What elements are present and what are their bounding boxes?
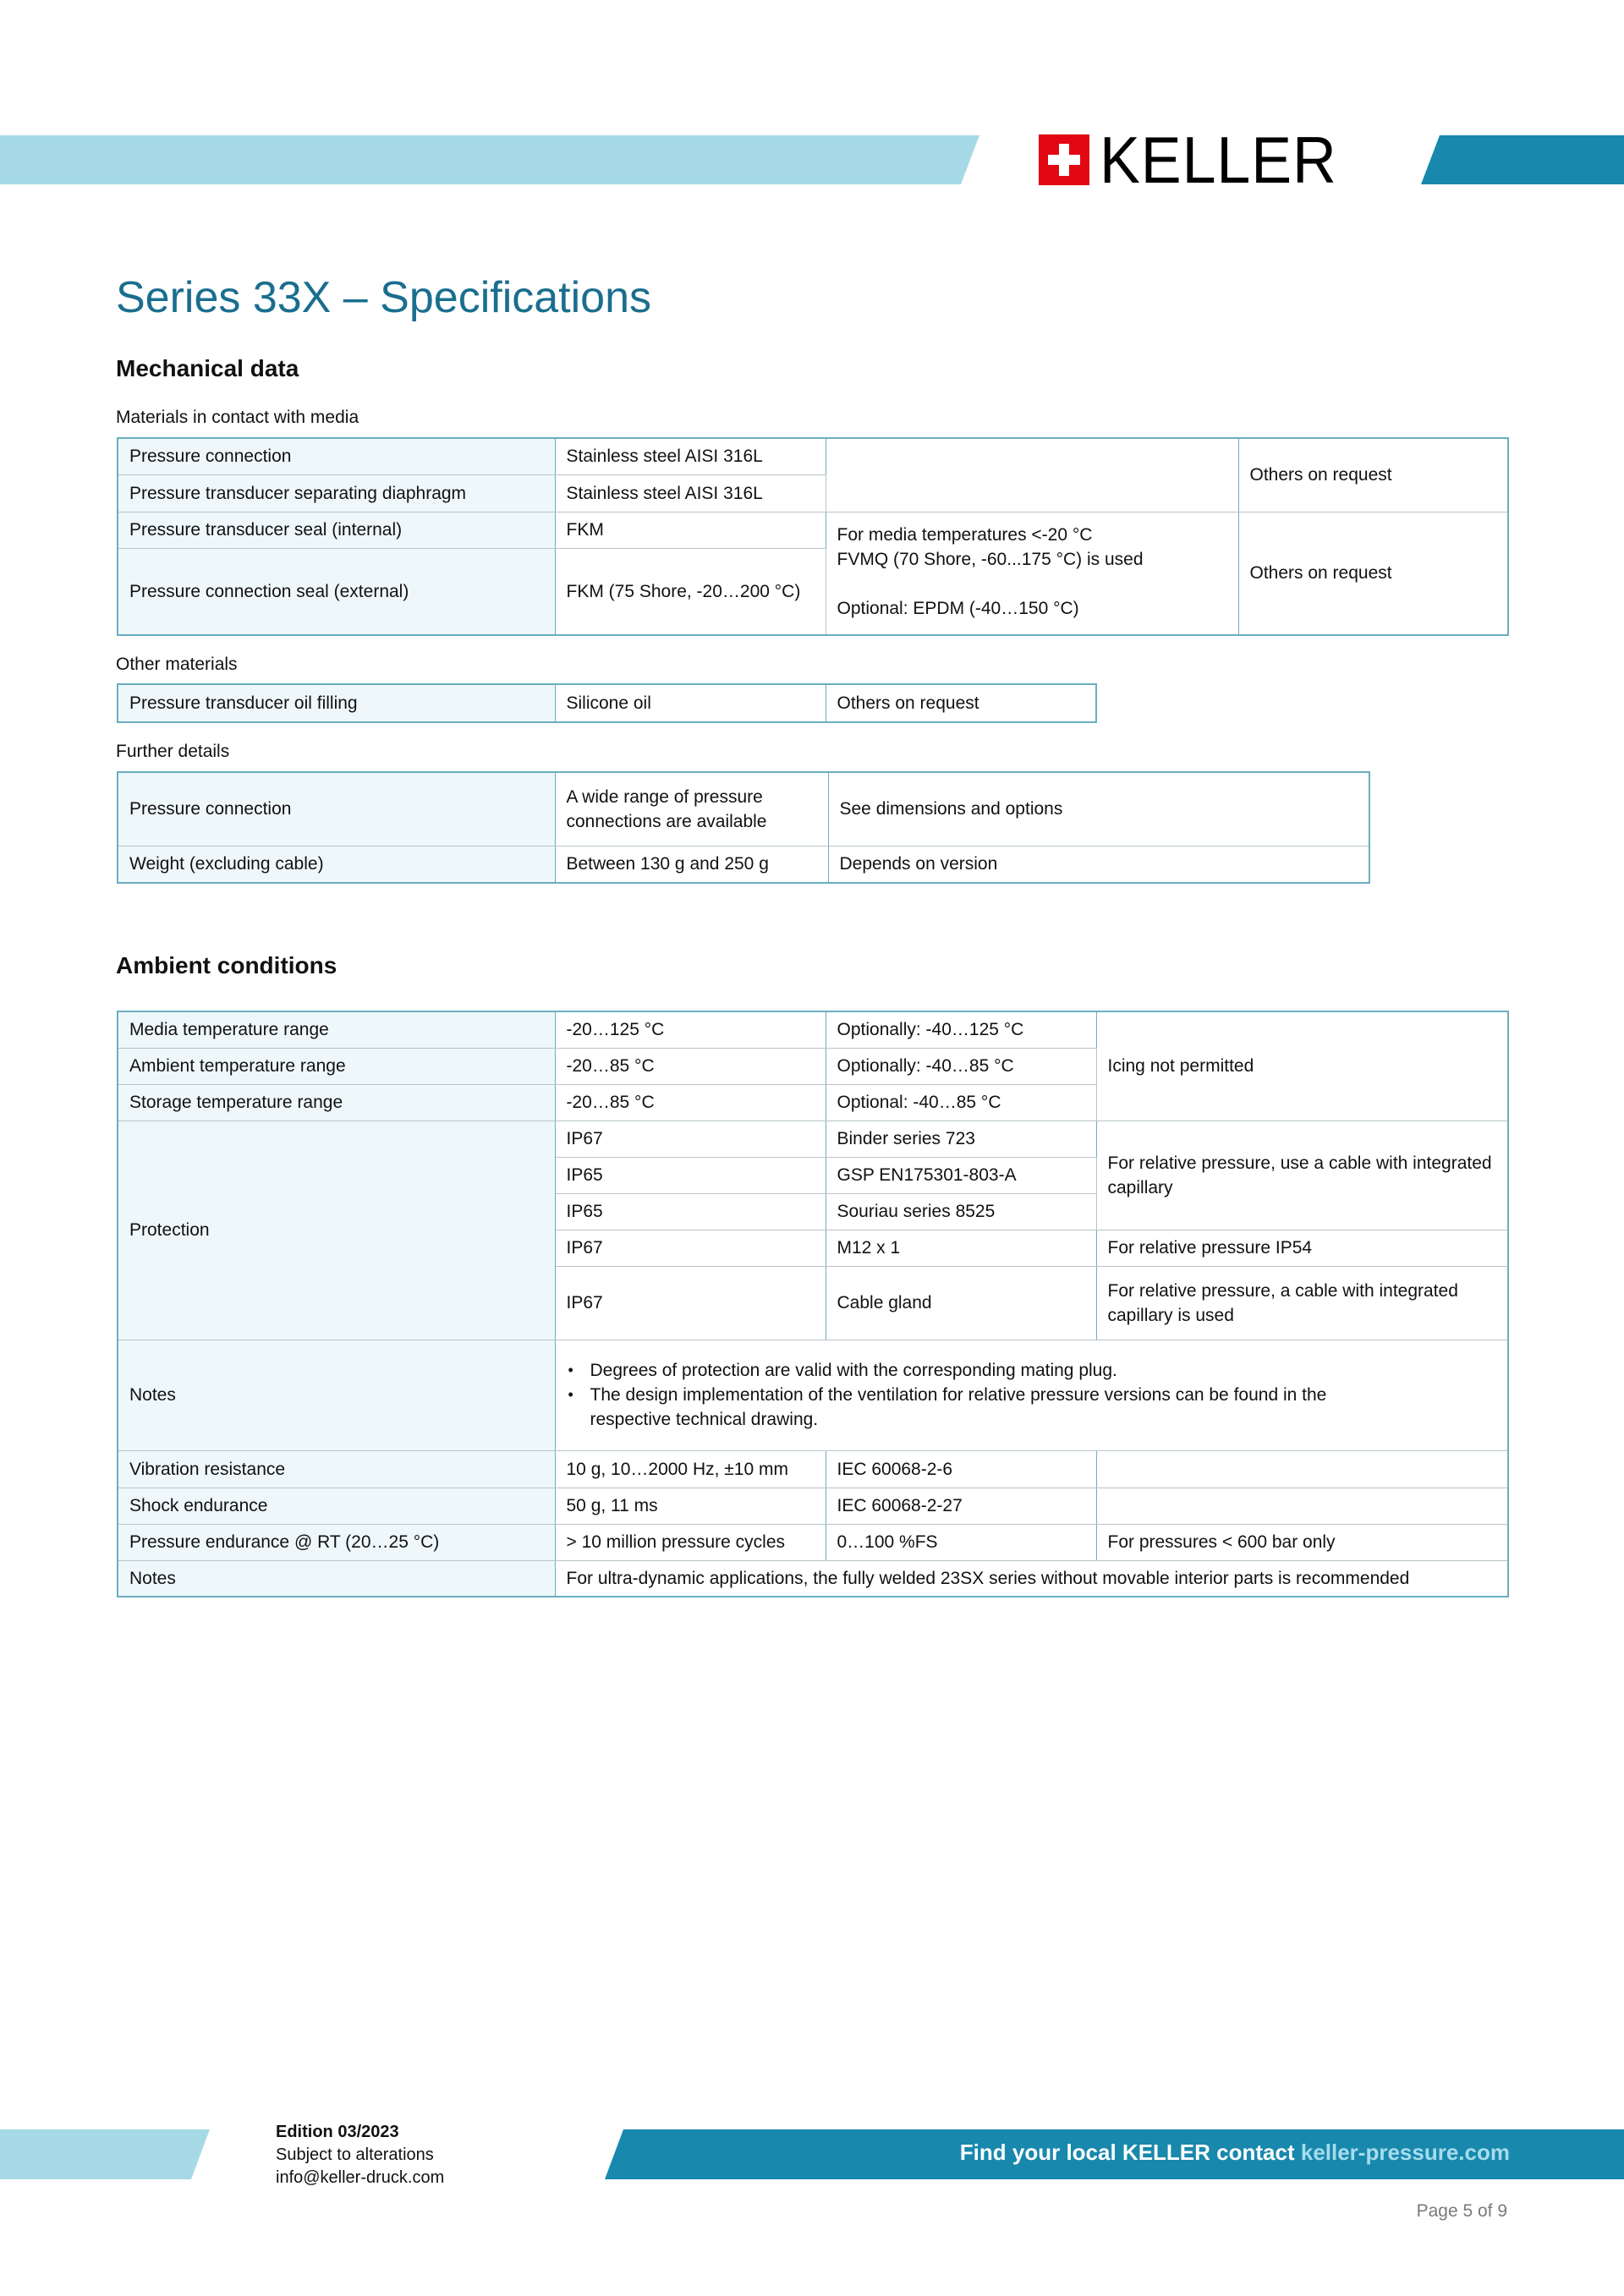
table-row [118,512,1508,548]
note-line: For media temperatures <-20 °C [837,524,1093,545]
protection-connector: Cable gland [826,1266,1096,1340]
row-option: Optional: -40…85 °C [826,1084,1096,1121]
row-value [555,772,828,846]
row-label: Media temperature range [118,1011,555,1048]
row-label: Notes [118,1340,555,1450]
row-label: Protection [118,1121,555,1340]
row-remark: Icing not permitted [1096,1011,1508,1121]
table-row [118,772,1369,846]
note-item: • The design implementation of the ventilation for relative pressure versions can be found in the respective technical drawing. [590,1383,1497,1432]
header-band-right [1421,135,1624,184]
protection-rating: IP65 [555,1193,826,1230]
cta-text: Find your local KELLER contact [959,2140,1295,2165]
subject-to-alterations: Subject to alterations [276,2145,434,2164]
protection-connector: GSP EN175301-803-A [826,1157,1096,1193]
row-option: Optionally: -40…85 °C [826,1048,1096,1084]
row-remark: Others on request [826,684,1096,722]
page-title: Series 33X – Specifications [116,273,652,322]
row-standard: 0…100 %FS [826,1524,1096,1560]
row-remark [1096,1488,1508,1524]
row-label: Storage temperature range [118,1084,555,1121]
protection-rating: IP65 [555,1157,826,1193]
table-row [118,1340,1508,1450]
row-label: Weight (excluding cable) [118,846,555,883]
row-label: Ambient temperature range [118,1048,555,1084]
section-heading-mechanical: Mechanical data [116,355,299,381]
note-line: Optional: EPDM (-40…150 °C) [837,598,1079,618]
table-row [118,1560,1508,1597]
table-row [118,684,1096,722]
notes-list [567,1358,1497,1432]
row-standard: IEC 60068-2-27 [826,1488,1096,1524]
row-value: -20…85 °C [555,1048,826,1084]
table-row [118,1524,1508,1560]
logo-text: KELLER [1100,123,1337,197]
row-value: Stainless steel AISI 316L [555,438,826,474]
section-heading-ambient: Ambient conditions [116,952,337,978]
row-label: Vibration resistance [118,1450,555,1488]
notes-cell [555,1340,1508,1450]
caption-further-details: Further details [116,742,230,761]
page-number: Page 5 of 9 [1416,2201,1507,2221]
row-label: Pressure transducer separating diaphragm [118,474,555,512]
header-band-left [0,135,979,184]
row-label: Pressure endurance @ RT (20…25 °C) [118,1524,555,1560]
contact-email-link[interactable]: info@keller-druck.com [276,2168,445,2187]
row-value: FKM [555,512,826,548]
row-label: Shock endurance [118,1488,555,1524]
edition: Edition 03/2023 [276,2123,399,2141]
row-remark [1096,1450,1508,1488]
caption-other-materials: Other materials [116,655,238,674]
keller-logo [1039,123,1358,197]
table-row [118,1450,1508,1488]
row-standard: IEC 60068-2-6 [826,1450,1096,1488]
row-note [826,512,1238,635]
row-remark: Others on request [1238,438,1508,512]
row-value: FKM (75 Shore, -20…200 °C) [555,548,826,635]
row-option: Optionally: -40…125 °C [826,1011,1096,1048]
row-label: Pressure connection seal (external) [118,548,555,635]
value-line: connections are available [566,811,767,831]
protection-connector: Binder series 723 [826,1121,1096,1157]
row-value: -20…125 °C [555,1011,826,1048]
caption-materials-contact: Materials in contact with media [116,408,359,427]
row-label: Pressure connection [118,772,555,846]
final-note-text: For ultra-dynamic applications, the fully welded 23SX series without movable interior parts is recommended [555,1560,1508,1597]
ambient-conditions-table [117,1011,1509,1597]
footer-band-left [0,2129,210,2179]
protection-rating: IP67 [555,1230,826,1266]
footer-info [276,2121,444,2189]
note-item: • Degrees of protection are valid with the corresponding mating plug. [590,1358,1497,1383]
protection-connector: Souriau series 8525 [826,1193,1096,1230]
table-row [118,1121,1508,1157]
website-link[interactable]: keller-pressure.com [1300,2140,1510,2165]
row-label: Pressure connection [118,438,555,474]
row-label: Notes [118,1560,555,1597]
row-label: Pressure transducer oil filling [118,684,555,722]
protection-rating: IP67 [555,1121,826,1157]
row-value: -20…85 °C [555,1084,826,1121]
swiss-cross-icon [1039,134,1089,185]
table-row [118,438,1508,474]
note-line: FVMQ (70 Shore, -60...175 °C) is used [837,549,1144,569]
row-remark: For relative pressure, use a cable with integrated capillary [1096,1121,1508,1230]
row-remark: For relative pressure IP54 [1096,1230,1508,1266]
row-value: 10 g, 10…2000 Hz, ±10 mm [555,1450,826,1488]
row-remark: Depends on version [828,846,1369,883]
table-row [118,1488,1508,1524]
value-line: A wide range of pressure [566,786,763,807]
table-row [118,1011,1508,1048]
footer-cta [960,2140,1510,2166]
row-value: Stainless steel AISI 316L [555,474,826,512]
row-value: > 10 million pressure cycles [555,1524,826,1560]
further-details-table [117,771,1370,884]
row-label: Pressure transducer seal (internal) [118,512,555,548]
row-note [826,438,1238,512]
row-value: 50 g, 11 ms [555,1488,826,1524]
other-materials-table [117,683,1097,723]
row-remark: See dimensions and options [828,772,1369,846]
table-row [118,846,1369,883]
row-remark: For pressures < 600 bar only [1096,1524,1508,1560]
materials-contact-table [117,437,1509,636]
protection-rating: IP67 [555,1266,826,1340]
row-remark: Others on request [1238,512,1508,635]
row-value: Silicone oil [555,684,826,722]
protection-connector: M12 x 1 [826,1230,1096,1266]
row-remark: For relative pressure, a cable with integrated capillary is used [1096,1266,1508,1340]
row-value: Between 130 g and 250 g [555,846,828,883]
